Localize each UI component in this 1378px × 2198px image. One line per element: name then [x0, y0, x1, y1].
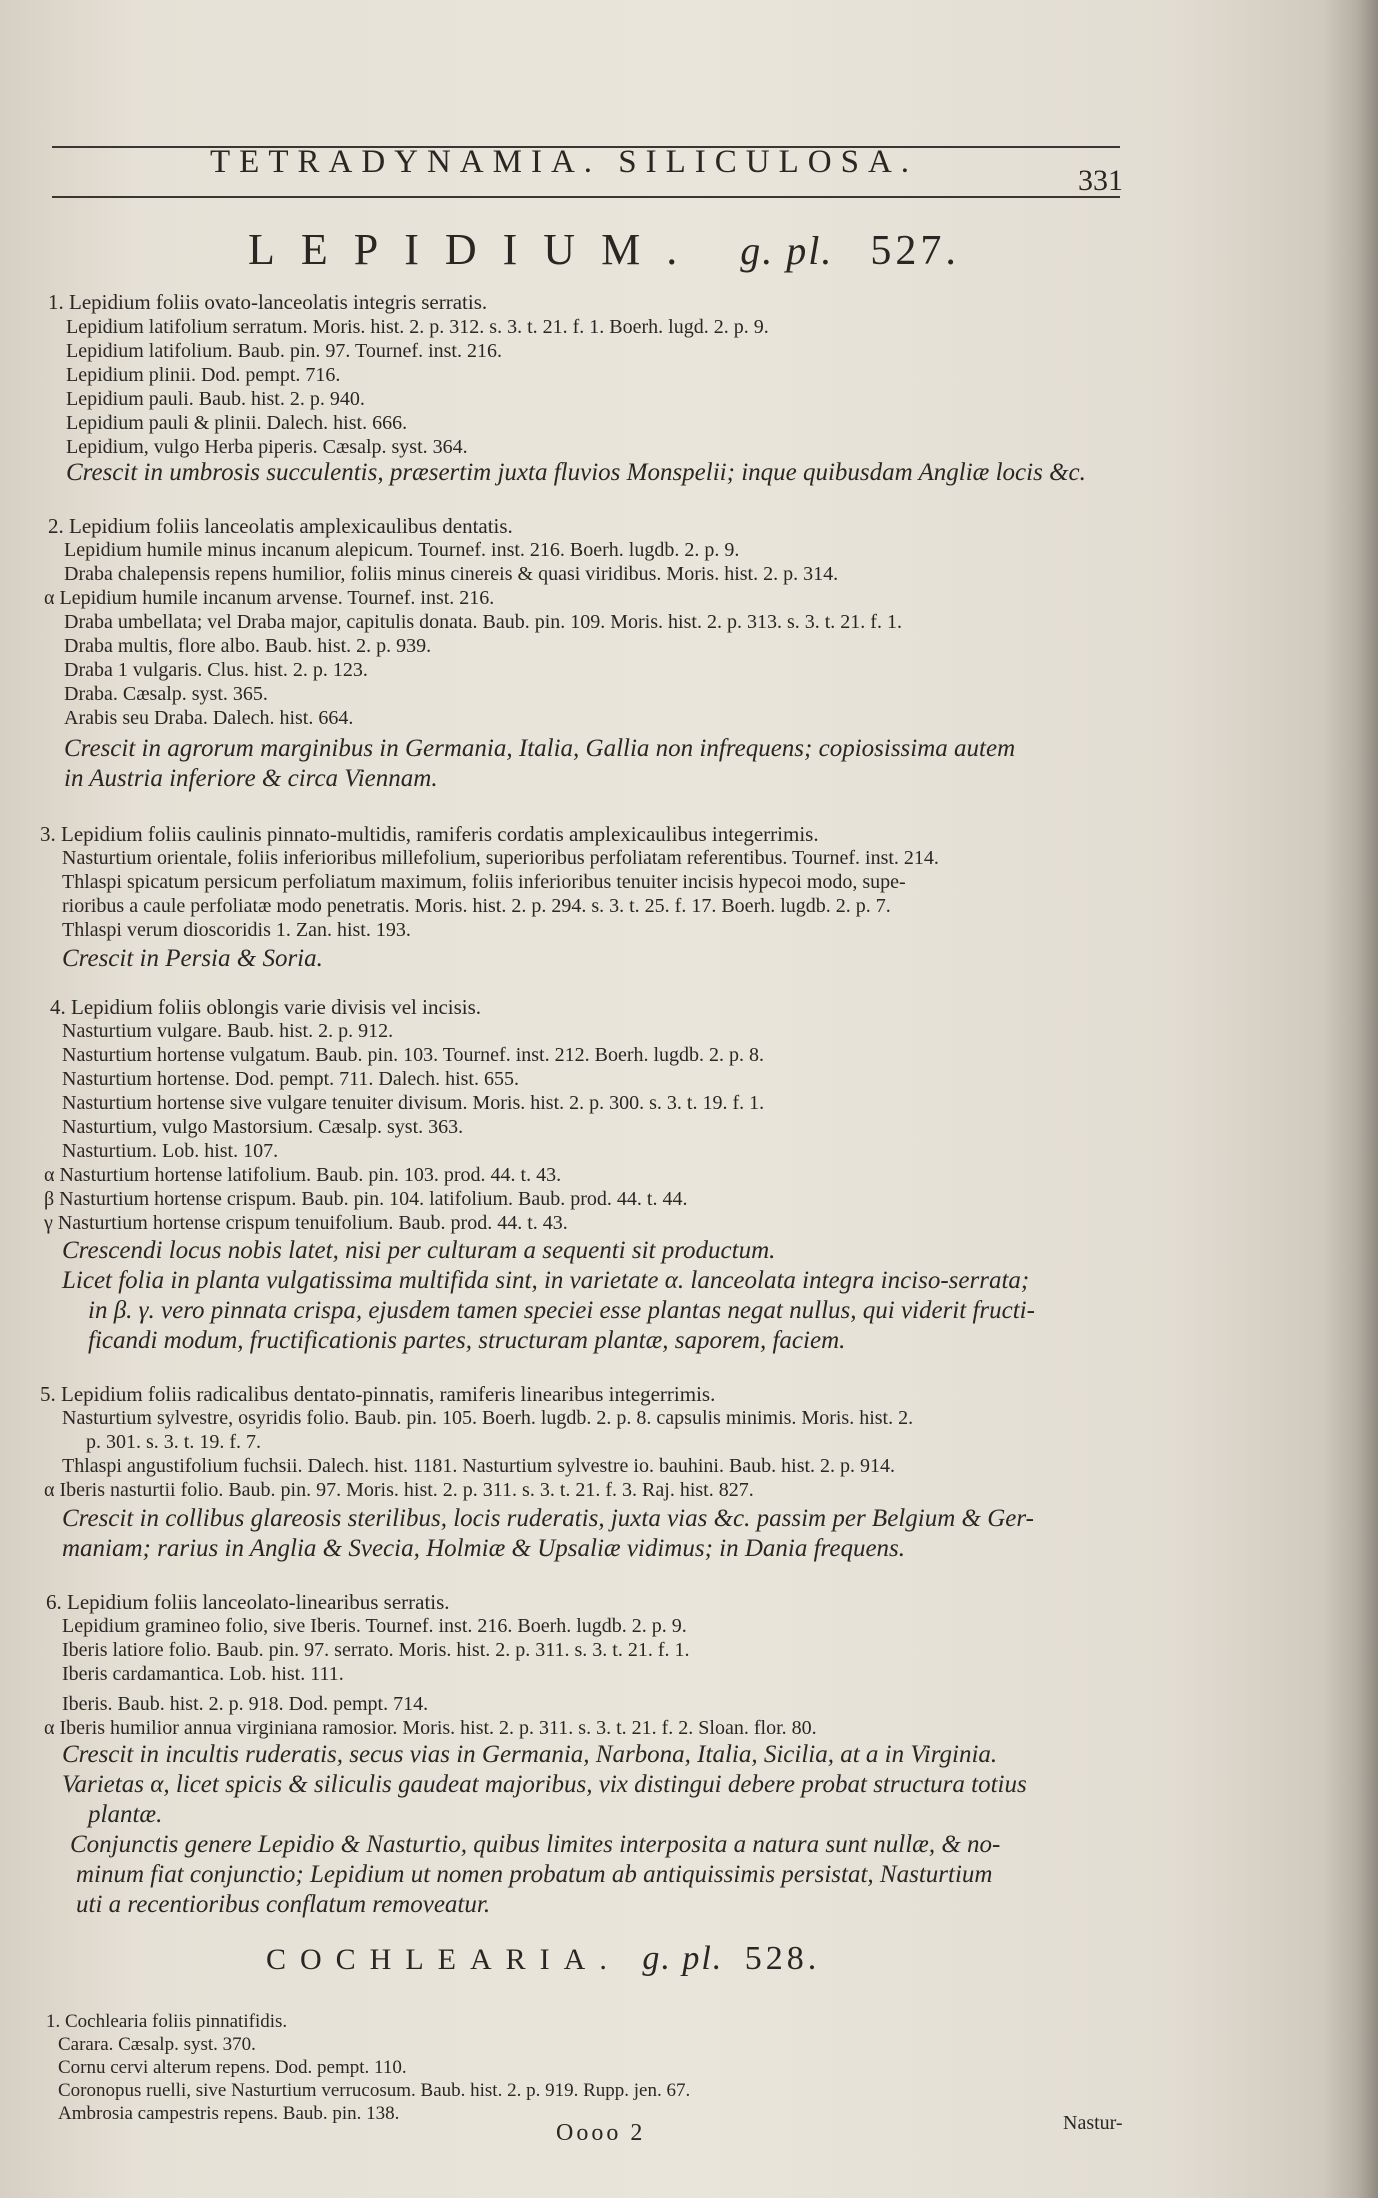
- synonym-line: Lepidium gramineo folio, sive Iberis. Tournef. inst. 216. Boerh. lugdb. 2. p. 9.: [62, 1615, 687, 1637]
- synonym-line: Nasturtium orientale, foliis inferioribus millefolium, superioribus perfoliatam referentibus. Tournef. inst. 214.: [62, 847, 939, 869]
- genus-name: LEPIDIUM.: [248, 225, 704, 274]
- genus-reference: g. pl.: [740, 228, 834, 273]
- note-line: minum fiat conjunctio; Lepidium ut nomen probatum ab antiquissimis persistat, Nasturtium: [76, 1861, 993, 1888]
- species-entry: 5. Lepidium foliis radicalibus dentato-pinnatis, ramiferis linearibus integerrimis.: [40, 1382, 716, 1406]
- note-line: in β. γ. vero pinnata crispa, ejusdem tamen speciei esse plantas negat nullus, qui viderit fructi-: [88, 1297, 1035, 1324]
- synonym-line: Lepidium latifolium serratum. Moris. hist. 2. p. 312. s. 3. t. 21. f. 1. Boerh. lugd. 2. p. 9.: [66, 316, 769, 338]
- genus-number: 527.: [870, 228, 960, 274]
- species-entry: 1. Lepidium foliis ovato-lanceolatis integris serratis.: [48, 290, 488, 314]
- variety-line: α Nasturtium hortense latifolium. Baub. pin. 103. prod. 44. t. 43.: [44, 1164, 562, 1186]
- synonym-line: Iberis cardamantica. Lob. hist. 111.: [62, 1663, 344, 1685]
- synonym-line: Nasturtium hortense. Dod. pempt. 711. Dalech. hist. 655.: [62, 1068, 519, 1090]
- note-line: Conjunctis genere Lepidio & Nasturtio, quibus limites interposita a natura sunt nullæ, & no-: [70, 1831, 1001, 1858]
- habitat-line: Crescit in Persia & Soria.: [62, 945, 323, 972]
- synonym-line: Coronopus ruelli, sive Nasturtium verrucosum. Baub. hist. 2. p. 919. Rupp. jen. 67.: [58, 2080, 691, 2101]
- synonym-line: Draba. Cæsalp. syst. 365.: [64, 683, 268, 705]
- genus-name: COCHLEARIA.: [266, 1943, 621, 1976]
- synonym-line: Thlaspi angustifolium fuchsii. Dalech. hist. 1181. Nasturtium sylvestre io. bauhini. Baub. hist. 2. p. 914.: [62, 1455, 896, 1477]
- genus-number: 528.: [744, 1940, 821, 1977]
- note-line: plantæ.: [88, 1801, 163, 1828]
- synonym-line: Ambrosia campestris repens. Baub. pin. 138.: [58, 2103, 400, 2124]
- note-line: Licet folia in planta vulgatissima multifida sint, in varietate α. lanceolata integra inciso-serrata;: [62, 1267, 1030, 1294]
- note-line: uti a recentioribus conflatum removeatur.: [76, 1891, 491, 1918]
- habitat-line: maniam; rarius in Anglia & Svecia, Holmiæ & Upsaliæ vidimus; in Dania frequens.: [62, 1535, 906, 1562]
- synonym-line: Nasturtium vulgare. Baub. hist. 2. p. 912.: [62, 1020, 394, 1042]
- species-entry: 4. Lepidium foliis oblongis varie divisis vel incisis.: [50, 995, 482, 1019]
- habitat-line: in Austria inferiore & circa Viennam.: [64, 765, 438, 792]
- synonym-line: Thlaspi spicatum persicum perfoliatum maximum, foliis inferioribus tenuiter incisis hypecoi modo, supe-: [62, 871, 906, 893]
- synonym-line: Draba chalepensis repens humilior, foliis minus cinereis & quasi viridibus. Moris. hist. 2. p. 314.: [64, 563, 839, 585]
- variety-line: α Iberis nasturtii folio. Baub. pin. 97. Moris. hist. 2. p. 311. s. 3. t. 21. f. 3. Raj. hist. 827.: [44, 1479, 754, 1501]
- variety-line: β Nasturtium hortense crispum. Baub. pin. 104. latifolium. Baub. prod. 44. t. 44.: [44, 1188, 688, 1210]
- species-entry: 1. Cochlearia foliis pinnatifidis.: [46, 2011, 288, 2032]
- synonym-line: Nasturtium, vulgo Mastorsium. Cæsalp. syst. 363.: [62, 1116, 464, 1138]
- synonym-line: Arabis seu Draba. Dalech. hist. 664.: [64, 707, 354, 729]
- habitat-line: Crescit in agrorum marginibus in Germania, Italia, Gallia non infrequens; copiosissima autem: [64, 735, 1016, 762]
- synonym-line: Nasturtium. Lob. hist. 107.: [62, 1140, 279, 1162]
- synonym-line: Lepidium pauli. Baub. hist. 2. p. 940.: [66, 388, 365, 410]
- synonym-line: Lepidium, vulgo Herba piperis. Cæsalp. syst. 364.: [66, 436, 468, 458]
- synonym-line: Nasturtium sylvestre, osyridis folio. Baub. pin. 105. Boerh. lugdb. 2. p. 8. capsulis minimis. Moris. hist. 2.: [62, 1407, 914, 1429]
- synonym-line: Lepidium plinii. Dod. pempt. 716.: [66, 364, 341, 386]
- species-entry: 2. Lepidium foliis lanceolatis amplexicaulibus dentatis.: [48, 514, 513, 538]
- synonym-line: Draba multis, flore albo. Baub. hist. 2. p. 939.: [64, 635, 432, 657]
- catchword: Nastur-: [1063, 2112, 1123, 2134]
- note-line: ficandi modum, fructificationis partes, structuram plantæ, saporem, faciem.: [88, 1327, 846, 1354]
- species-entry: 3. Lepidium foliis caulinis pinnato-multidis, ramiferis cordatis amplexicaulibus integerrimis.: [40, 822, 819, 846]
- species-entry: 6. Lepidium foliis lanceolato-linearibus serratis.: [46, 1590, 450, 1614]
- synonym-line: Draba 1 vulgaris. Clus. hist. 2. p. 123.: [64, 659, 368, 681]
- synonym-line: Iberis latiore folio. Baub. pin. 97. serrato. Moris. hist. 2. p. 311. s. 3. t. 21. f. 1.: [62, 1639, 690, 1661]
- header-rule-bottom: [52, 196, 1120, 198]
- synonym-line: Draba umbellata; vel Draba major, capitulis donata. Baub. pin. 109. Moris. hist. 2. p. 313. s. 3. t. 21. f. 1.: [64, 611, 902, 633]
- genus-heading-cochlearia: [266, 1940, 1378, 1978]
- page-number: 331: [1078, 164, 1123, 197]
- running-head: TETRADYNAMIA. SILICULOSA.: [210, 144, 919, 180]
- signature-mark: Oooo 2: [556, 2120, 646, 2146]
- synonym-line: Carara. Cæsalp. syst. 370.: [58, 2034, 256, 2055]
- habitat-line: Crescit in collibus glareosis sterilibus, locis ruderatis, juxta vias &c. passim per Belgium & Ger-: [62, 1505, 1034, 1532]
- synonym-line: Iberis. Baub. hist. 2. p. 918. Dod. pempt. 714.: [62, 1693, 429, 1715]
- synonym-line: Lepidium pauli & plinii. Dalech. hist. 666.: [66, 412, 408, 434]
- synonym-line: Nasturtium hortense sive vulgare tenuiter divisum. Moris. hist. 2. p. 300. s. 3. t. 19. f. 1.: [62, 1092, 765, 1114]
- genus-heading-lepidium: [248, 224, 1378, 275]
- synonym-line: p. 301. s. 3. t. 19. f. 7.: [86, 1431, 261, 1453]
- habitat-line: Crescit in incultis ruderatis, secus vias in Germania, Narbona, Italia, Sicilia, at a in Virginia.: [62, 1741, 998, 1768]
- habitat-line: Crescit in umbrosis succulentis, præsertim juxta fluvios Monspelii; inque quibusdam Angliæ locis &c.: [66, 459, 1086, 486]
- variety-line: γ Nasturtium hortense crispum tenuifolium. Baub. prod. 44. t. 43.: [44, 1212, 568, 1234]
- synonym-line: rioribus a caule perfoliatæ modo penetratis. Moris. hist. 2. p. 294. s. 3. t. 25. f. 17. Boerh. lugdb. 2. p. 7.: [62, 895, 891, 917]
- synonym-line: Lepidium latifolium. Baub. pin. 97. Tournef. inst. 216.: [66, 340, 502, 362]
- synonym-line: Cornu cervi alterum repens. Dod. pempt. 110.: [58, 2057, 407, 2078]
- genus-reference: g. pl.: [642, 1940, 724, 1977]
- synonym-line: Thlaspi verum dioscoridis 1. Zan. hist. 193.: [62, 919, 411, 941]
- habitat-line: Crescendi locus nobis latet, nisi per culturam a sequenti sit productum.: [62, 1237, 776, 1264]
- synonym-line: Lepidium humile minus incanum alepicum. Tournef. inst. 216. Boerh. lugdb. 2. p. 9.: [64, 539, 740, 561]
- book-gutter: [1324, 0, 1378, 2198]
- variety-line: α Lepidium humile incanum arvense. Tournef. inst. 216.: [44, 587, 495, 609]
- synonym-line: Nasturtium hortense vulgatum. Baub. pin. 103. Tournef. inst. 212. Boerh. lugdb. 2. p. 8.: [62, 1044, 765, 1066]
- variety-line: α Iberis humilior annua virginiana ramosior. Moris. hist. 2. p. 311. s. 3. t. 21. f. 2. Sloan. flor. 80.: [44, 1717, 817, 1739]
- note-line: Varietas α, licet spicis & siliculis gaudeat majoribus, vix distingui debere probat structura totius: [62, 1771, 1027, 1798]
